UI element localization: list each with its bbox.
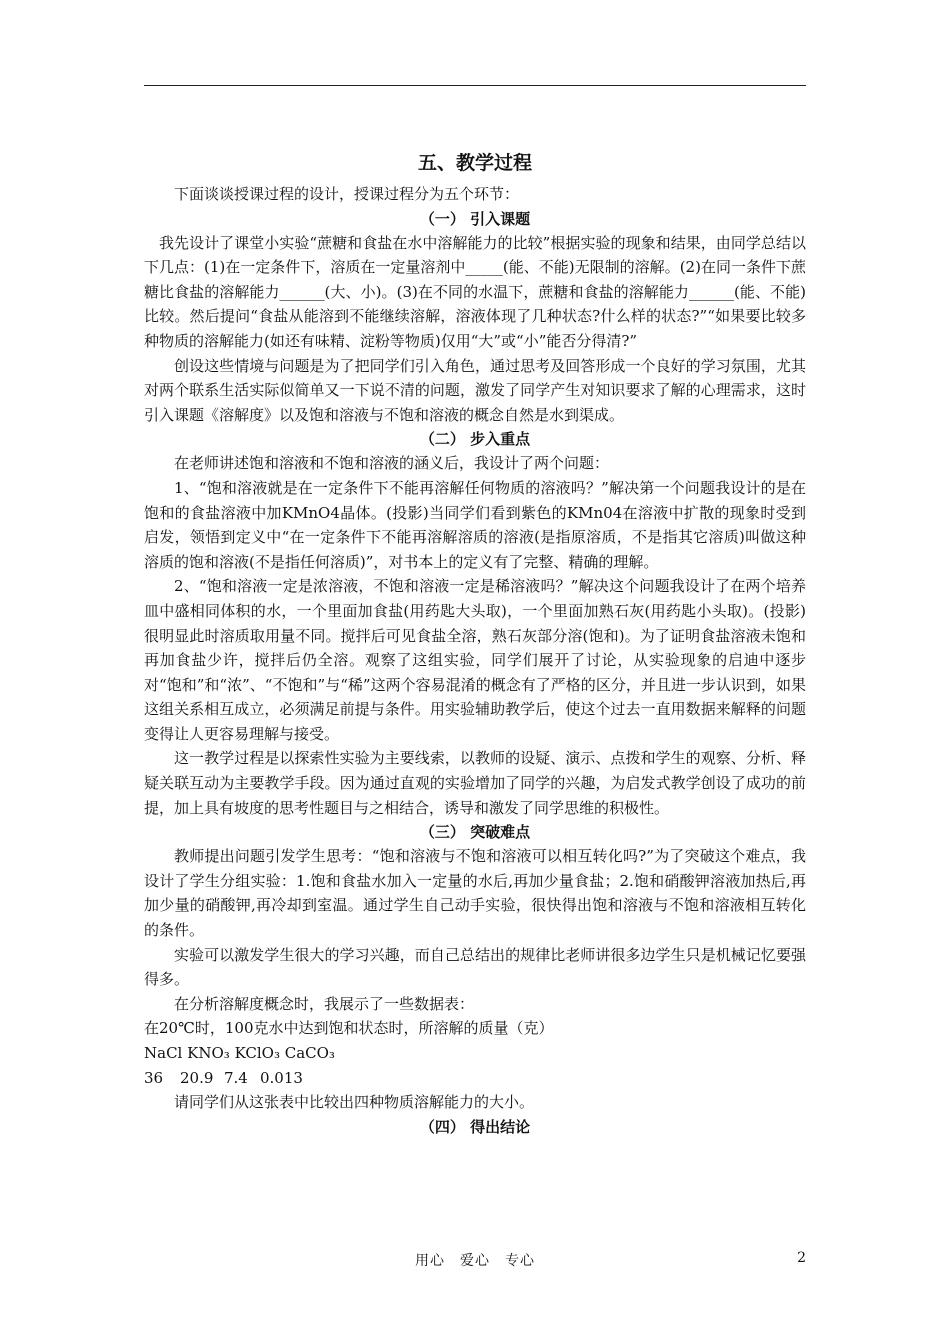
paragraph: 教师提出问题引发学生思考：“饱和溶液与不饱和溶液可以相互转化吗?”为了突破这个难点，我设计了学生分组实验：1.饱和食盐水加入一定量的水后,再加少量食盐；2.饱和硝酸钾溶液加热后,再加少量的硝酸钾,再冷却到室温。通过学生自己动手实验，很快得出饱和溶液与不饱和溶液相互转化的条件。 [144, 847, 806, 940]
subsection-title-1: （一） 引入课题 [419, 209, 531, 228]
compound-name: KClO₃ [234, 1044, 280, 1062]
paragraph: 在老师讲述饱和溶液和不饱和溶液的涵义后，我设计了两个问题： [174, 454, 610, 473]
compound-row [144, 1041, 806, 1066]
table-caption: 在20℃时，100克水中达到饱和状态时，所溶解的质量（克） [144, 1019, 554, 1038]
page-number: 2 [797, 1250, 806, 1266]
value-row [144, 1066, 806, 1091]
paragraph: 创设这些情境与问题是为了把同学们引入角色，通过思考及回答形成一个良好的学习氛围，尤其对两个联系生活实际似简单又一下说不清的问题，激发了同学产生对知识要求了解的心理需求，这时引入课题《溶解度》以及饱和溶液与不饱和溶液的概念自然是水到渠成。 [144, 356, 806, 424]
document-body [144, 150, 806, 1139]
compound-name: CaCO₃ [284, 1044, 335, 1062]
header-rule [144, 85, 806, 86]
paragraph: 2、“饱和溶液一定是浓溶液，不饱和溶液一定是稀溶液吗？”解决这个问题我设计了在两个培养皿中盛相同体积的水，一个里面加食盐(用药匙大头取)，一个里面加熟石灰(用药匙小头取)。(投影)很明显此时溶质取用量不同。搅拌后可见食盐全溶，熟石灰部分溶(饱和)。为了证明食盐溶液未饱和再加食盐少许，搅拌后仍全溶。观察了这组实验，同学们展开了讨论，从实验现象的启迪中逐步对“饱和”和“浓”、“不饱和”与“稀”这两个容易混淆的概念有了严格的区分，并且进一步认识到，如果这组关系相互成立，必须满足前提与条件。用实验辅助教学后，使这个过去一直用数据来解释的问题变得让人更容易理解与接受。 [144, 577, 806, 743]
footer-motto: 用心 爱心 专心 [415, 1253, 535, 1269]
solubility-value: 20.9 [180, 1068, 214, 1087]
solubility-value: 7.4 [224, 1068, 248, 1087]
subsection-title-4: （四） 得出结论 [419, 1117, 531, 1136]
paragraph: 1、“饱和溶液就是在一定条件下不能再溶解任何物质的溶液吗？”解决第一个问题我设计的是在饱和的食盐溶液中加KMnO4晶体。(投影)当同学们看到紫色的KMn04在溶液中扩散的现象时受到启发，领悟到定义中“在一定条件下不能再溶解溶质的溶液(是指原溶质，不是指其它溶质)叫做这种溶质的饱和溶液(不是指任何溶质)”，对书本上的定义有了完整、精确的理解。 [144, 478, 806, 571]
section-heading: 五、教学过程 [417, 152, 532, 174]
solubility-value: 0.013 [260, 1068, 303, 1087]
compound-name: NaCl [144, 1044, 183, 1062]
paragraph: 我先设计了课堂小实验“蔗糖和食盐在水中溶解能力的比较”根据实验的现象和结果，由同学总结以下几点：(1)在一定条件下，溶质在一定量溶剂中_____(能、不能)无限制的溶解。(2)在同一条件下蔗糖比食盐的溶解能力______(大、小)。(3)在不同的水温下，蔗糖和食盐的溶解能力______(能、不能)比较。然后提问“食盐从能溶到不能继续溶解，溶液体现了几种状态?什么样的状态?”“如果要比较多种物质的溶解能力(如还有味精、淀粉等物质)仅用“大”或“小”能否分得清?” [144, 233, 806, 350]
intro-paragraph: 下面谈谈授课过程的设计，授课过程分为五个环节： [174, 185, 520, 203]
subsection-title-2: （二） 步入重点 [419, 430, 531, 449]
compound-name: KNO₃ [187, 1044, 230, 1062]
paragraph: 在分析溶解度概念时，我展示了一些数据表： [174, 994, 475, 1013]
paragraph: 这一教学过程是以探索性实验为主要线索，以教师的设疑、演示、点拨和学生的观察、分析、释疑关联互动为主要教学手段。因为通过直观的实验增加了同学的兴趣，为启发式教学创设了成功的前提，加上具有坡度的思考性题目与之相结合，诱导和激发了同学思维的积极性。 [144, 749, 806, 817]
solubility-value: 36 [144, 1068, 164, 1087]
paragraph: 实验可以激发学生很大的学习兴趣，而自己总结出的规律比老师讲很多边学生只是机械记忆要强得多。 [144, 945, 806, 989]
paragraph: 请同学们从这张表中比较出四种物质溶解能力的大小。 [174, 1093, 535, 1112]
subsection-title-3: （三） 突破难点 [419, 823, 531, 842]
